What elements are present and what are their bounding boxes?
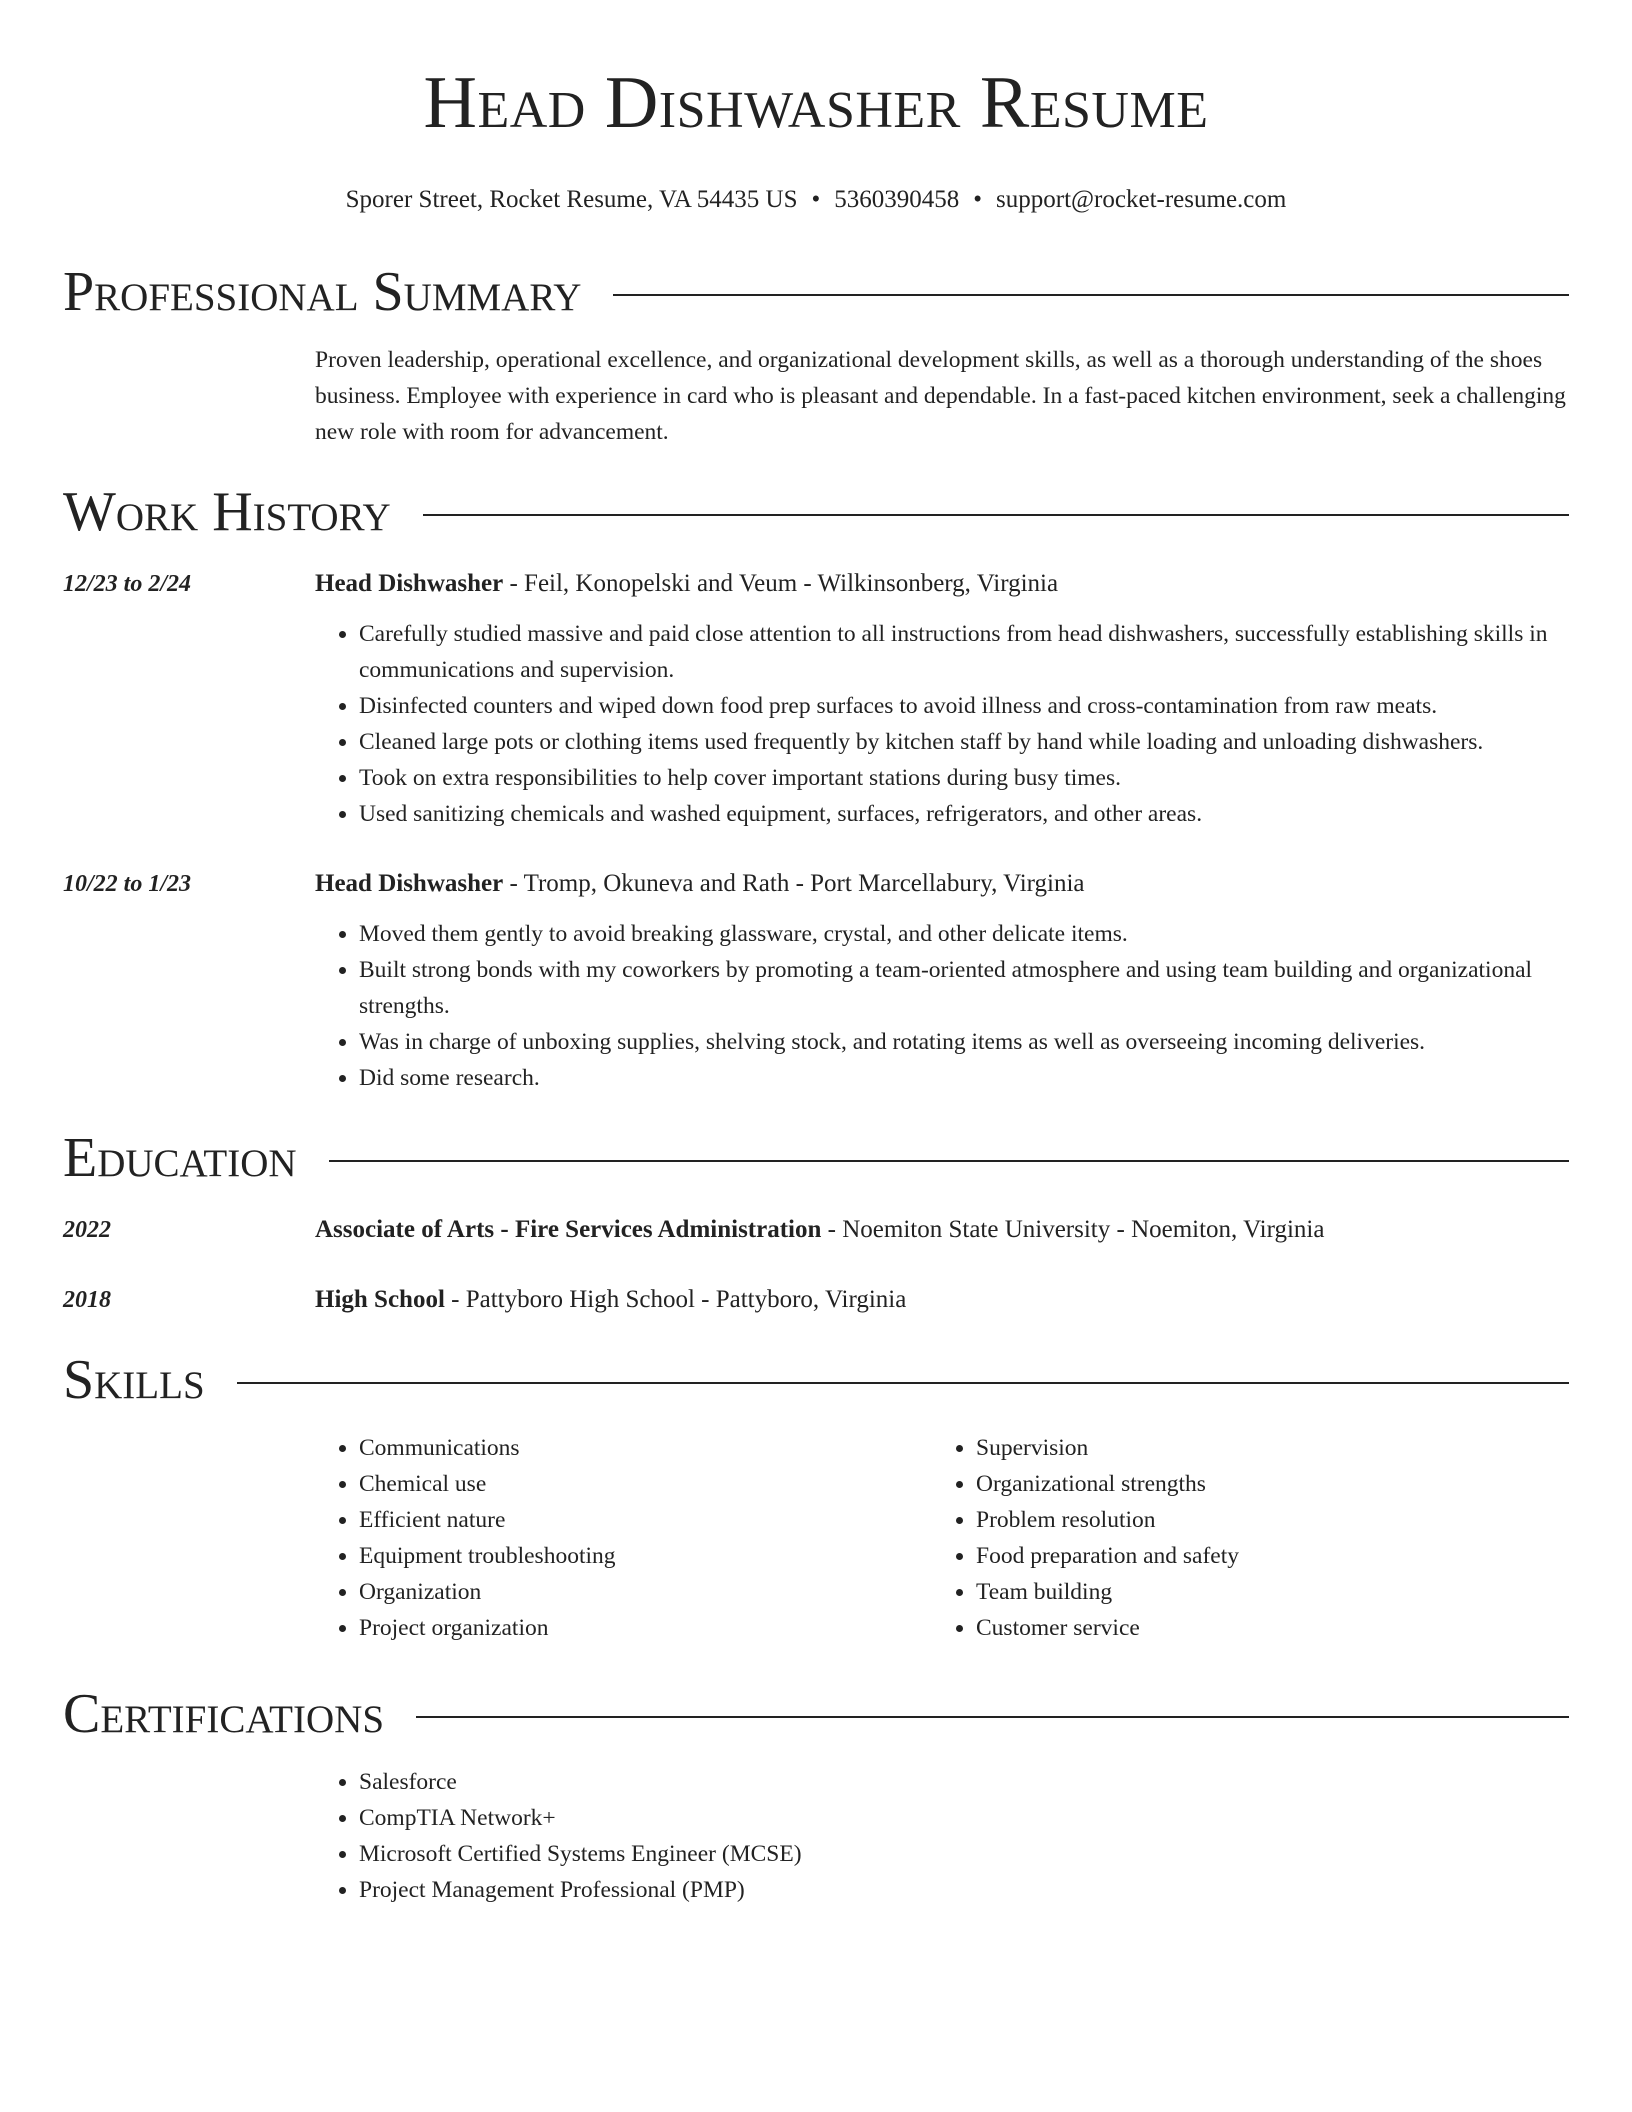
list-item: • Microsoft Certified Systems Engineer (MCSE) <box>359 1836 1569 1872</box>
resume-title: Head Dishwasher Resume <box>423 62 1209 144</box>
summary-text: Proven leadership, operational excellence, and organizational development skills, as well as a thorough understanding of the shoes business. Employee with experience in card who is pleasant and dependable. In a fast-paced kitchen environment, seek a challenging new role with room for advancement. <box>315 347 1566 445</box>
contact-separator: • <box>811 186 821 213</box>
list-item: • Carefully studied massive and paid close attention to all instructions from head dishwashers, successfully establishing skills in communications and supervision. <box>359 616 1569 688</box>
job-title: Head Dishwasher <box>315 870 504 897</box>
phone: 5360390458 <box>834 186 960 213</box>
education-degree: Associate of Arts - Fire Services Administration <box>315 1216 822 1243</box>
list-item: • Used sanitizing chemicals and washed equipment, surfaces, refrigerators, and other areas. <box>359 796 1569 832</box>
list-item: • Equipment troubleshooting <box>359 1538 932 1574</box>
summary-section-header <box>63 260 1569 324</box>
list-item: • Team building <box>976 1574 1549 1610</box>
list-item: • Organizational strengths <box>976 1466 1549 1502</box>
section-divider <box>613 294 1569 296</box>
contact-line <box>63 184 1569 216</box>
job-bullets <box>315 616 1569 832</box>
education-section-header <box>63 1126 1569 1190</box>
address: Sporer Street, Rocket Resume, VA 54435 US <box>345 186 798 213</box>
section-divider <box>237 1382 1569 1384</box>
list-item: • Took on extra responsibilities to help cover important stations during busy times. <box>359 760 1569 796</box>
list-item: • Customer service <box>976 1610 1549 1646</box>
work-section-header <box>63 480 1569 544</box>
job-entry <box>63 866 1569 1096</box>
section-divider <box>416 1716 1569 1718</box>
education-entry <box>63 1282 1569 1318</box>
job-date: 12/23 to 2/24 <box>63 571 192 597</box>
education-details: - Noemiton State University - Noemiton, Virginia <box>821 1216 1325 1243</box>
list-item: • Did some research. <box>359 1060 1569 1096</box>
list-item: • Salesforce <box>359 1764 1569 1800</box>
skills-section-header <box>63 1348 1569 1412</box>
certifications-items <box>315 1764 1569 1908</box>
job-content <box>315 566 1569 832</box>
education-date: 2018 <box>63 1287 111 1313</box>
education-date: 2022 <box>63 1217 111 1243</box>
list-item: • Food preparation and safety <box>976 1538 1549 1574</box>
email: support@rocket-resume.com <box>996 186 1287 213</box>
list-item: • Project Management Professional (PMP) <box>359 1872 1569 1908</box>
job-title: Head Dishwasher <box>315 570 504 597</box>
education-details: - Pattyboro High School - Pattyboro, Virginia <box>444 1286 907 1313</box>
education-degree: High School <box>315 1286 445 1313</box>
list-item: • Efficient nature <box>359 1502 932 1538</box>
list-item: • Disinfected counters and wiped down food prep surfaces to avoid illness and cross-contamination from raw meats. <box>359 688 1569 724</box>
skills-column-left <box>315 1430 932 1646</box>
list-item: • Project organization <box>359 1610 932 1646</box>
contact-separator: • <box>973 186 983 213</box>
section-title-summary: Professional Summary <box>63 261 582 323</box>
list-item: • CompTIA Network+ <box>359 1800 1569 1836</box>
education-entry <box>63 1212 1569 1248</box>
section-title-certifications: Certifications <box>63 1683 385 1745</box>
job-heading <box>315 566 1569 602</box>
job-details: - Tromp, Okuneva and Rath - Port Marcellabury, Virginia <box>503 870 1085 897</box>
job-details: - Feil, Konopelski and Veum - Wilkinsonberg, Virginia <box>503 570 1059 597</box>
section-title-work: Work History <box>63 481 391 543</box>
list-item: • Organization <box>359 1574 932 1610</box>
list-item: • Was in charge of unboxing supplies, shelving stock, and rotating items as well as overseeing incoming deliveries. <box>359 1024 1569 1060</box>
job-date: 10/22 to 1/23 <box>63 871 192 897</box>
job-entry <box>63 566 1569 832</box>
list-item: • Problem resolution <box>976 1502 1549 1538</box>
certifications-list <box>315 1764 1569 1908</box>
list-item: • Cleaned large pots or clothing items used frequently by kitchen staff by hand while loading and unloading dishwashers. <box>359 724 1569 760</box>
job-content <box>315 866 1569 1096</box>
list-item: • Moved them gently to avoid breaking glassware, crystal, and other delicate items. <box>359 916 1569 952</box>
list-item: • Chemical use <box>359 1466 932 1502</box>
certifications-section-header <box>63 1682 1569 1746</box>
job-bullets <box>315 916 1569 1096</box>
skills-list <box>315 1430 1569 1646</box>
list-item: • Communications <box>359 1430 932 1466</box>
list-item: • Supervision <box>976 1430 1549 1466</box>
education-content <box>315 1212 1569 1248</box>
section-title-education: Education <box>63 1127 297 1189</box>
job-heading <box>315 866 1569 902</box>
section-divider <box>423 514 1569 516</box>
skills-column-right <box>932 1430 1549 1646</box>
list-item: • Built strong bonds with my coworkers by promoting a team-oriented atmosphere and using team building and organizational strengths. <box>359 952 1569 1024</box>
section-title-skills: Skills <box>63 1349 205 1411</box>
section-divider <box>329 1160 1569 1162</box>
education-content <box>315 1282 1569 1318</box>
